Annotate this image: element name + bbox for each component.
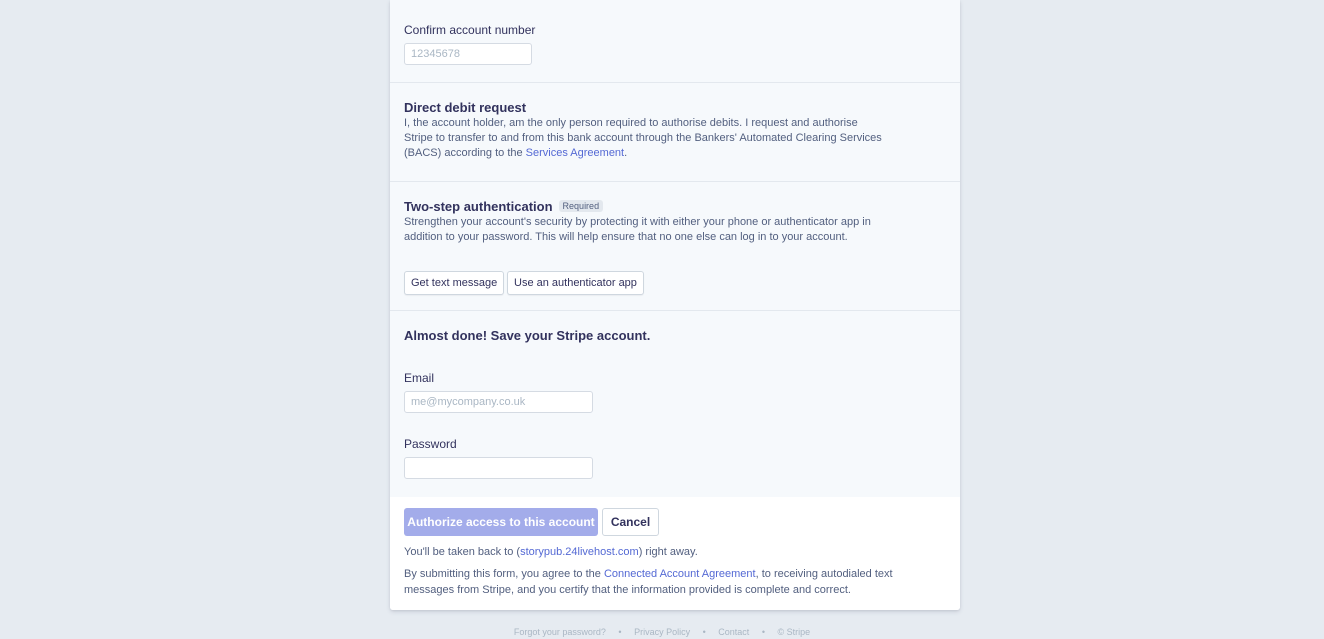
- direct-debit-text: [404, 116, 889, 161]
- get-text-message-button[interactable]: Get text message: [404, 271, 504, 295]
- authenticator-app-button[interactable]: Use an authenticator app: [507, 271, 644, 295]
- footer-separator: •: [702, 627, 706, 637]
- direct-debit-section: [390, 83, 960, 182]
- direct-debit-title: Direct debit request: [404, 100, 527, 115]
- save-account-section: [390, 311, 960, 497]
- two-step-title: [404, 199, 603, 214]
- save-account-title: Almost done! Save your Stripe account.: [404, 328, 651, 343]
- copyright-text: © Stripe: [777, 627, 811, 637]
- footer-separator: •: [761, 627, 765, 637]
- services-agreement-link[interactable]: Services Agreement: [525, 147, 625, 159]
- footer-separator: •: [618, 627, 622, 637]
- contact-link[interactable]: Contact: [718, 627, 750, 637]
- password-label: Password: [404, 437, 457, 451]
- bank-account-section: [390, 0, 960, 83]
- email-label: Email: [404, 371, 435, 385]
- connected-account-agreement-link[interactable]: Connected Account Agreement: [603, 568, 756, 580]
- actions-area: [390, 497, 960, 610]
- forgot-password-link[interactable]: Forgot your password?: [513, 627, 606, 637]
- redirect-suffix: ) right away.: [638, 546, 698, 558]
- terms-suffix: , to receiving autodialed text messages from Stripe, and you certify that the information provided is complete and correct.: [404, 568, 893, 596]
- confirm-account-input[interactable]: 12345678: [404, 43, 532, 65]
- footer-links: [0, 627, 1324, 637]
- privacy-policy-link[interactable]: Privacy Policy: [634, 627, 691, 637]
- required-badge: Required: [559, 200, 604, 212]
- email-input[interactable]: me@mycompany.co.uk: [404, 391, 593, 413]
- onboarding-card: [390, 0, 960, 610]
- direct-debit-body: I, the account holder, am the only person required to authorise debits. I request and authorise Stripe to transfer to and from this bank account through the Bankers' Automated Clearing Services (BACS) according to the: [404, 117, 882, 159]
- two-step-section: [390, 182, 960, 311]
- redirect-prefix: You'll be taken back to (: [404, 546, 521, 558]
- confirm-account-label: Confirm account number: [404, 23, 536, 37]
- two-step-title-text: Two-step authentication: [404, 199, 553, 214]
- cancel-button[interactable]: Cancel: [602, 508, 659, 536]
- password-input[interactable]: [404, 457, 593, 479]
- direct-debit-period: .: [624, 147, 628, 159]
- redirect-link[interactable]: storypub.24livehost.com: [520, 546, 639, 558]
- redirect-note: [404, 544, 944, 560]
- two-step-text: Strengthen your account's security by protecting it with either your phone or authenticator app in addition to your password. This will help ensure that no one else can log in to your account.: [404, 216, 871, 243]
- terms-prefix: By submitting this form, you agree to the: [404, 568, 604, 580]
- authorize-button[interactable]: Authorize access to this account: [404, 508, 598, 536]
- terms-note: [404, 566, 944, 598]
